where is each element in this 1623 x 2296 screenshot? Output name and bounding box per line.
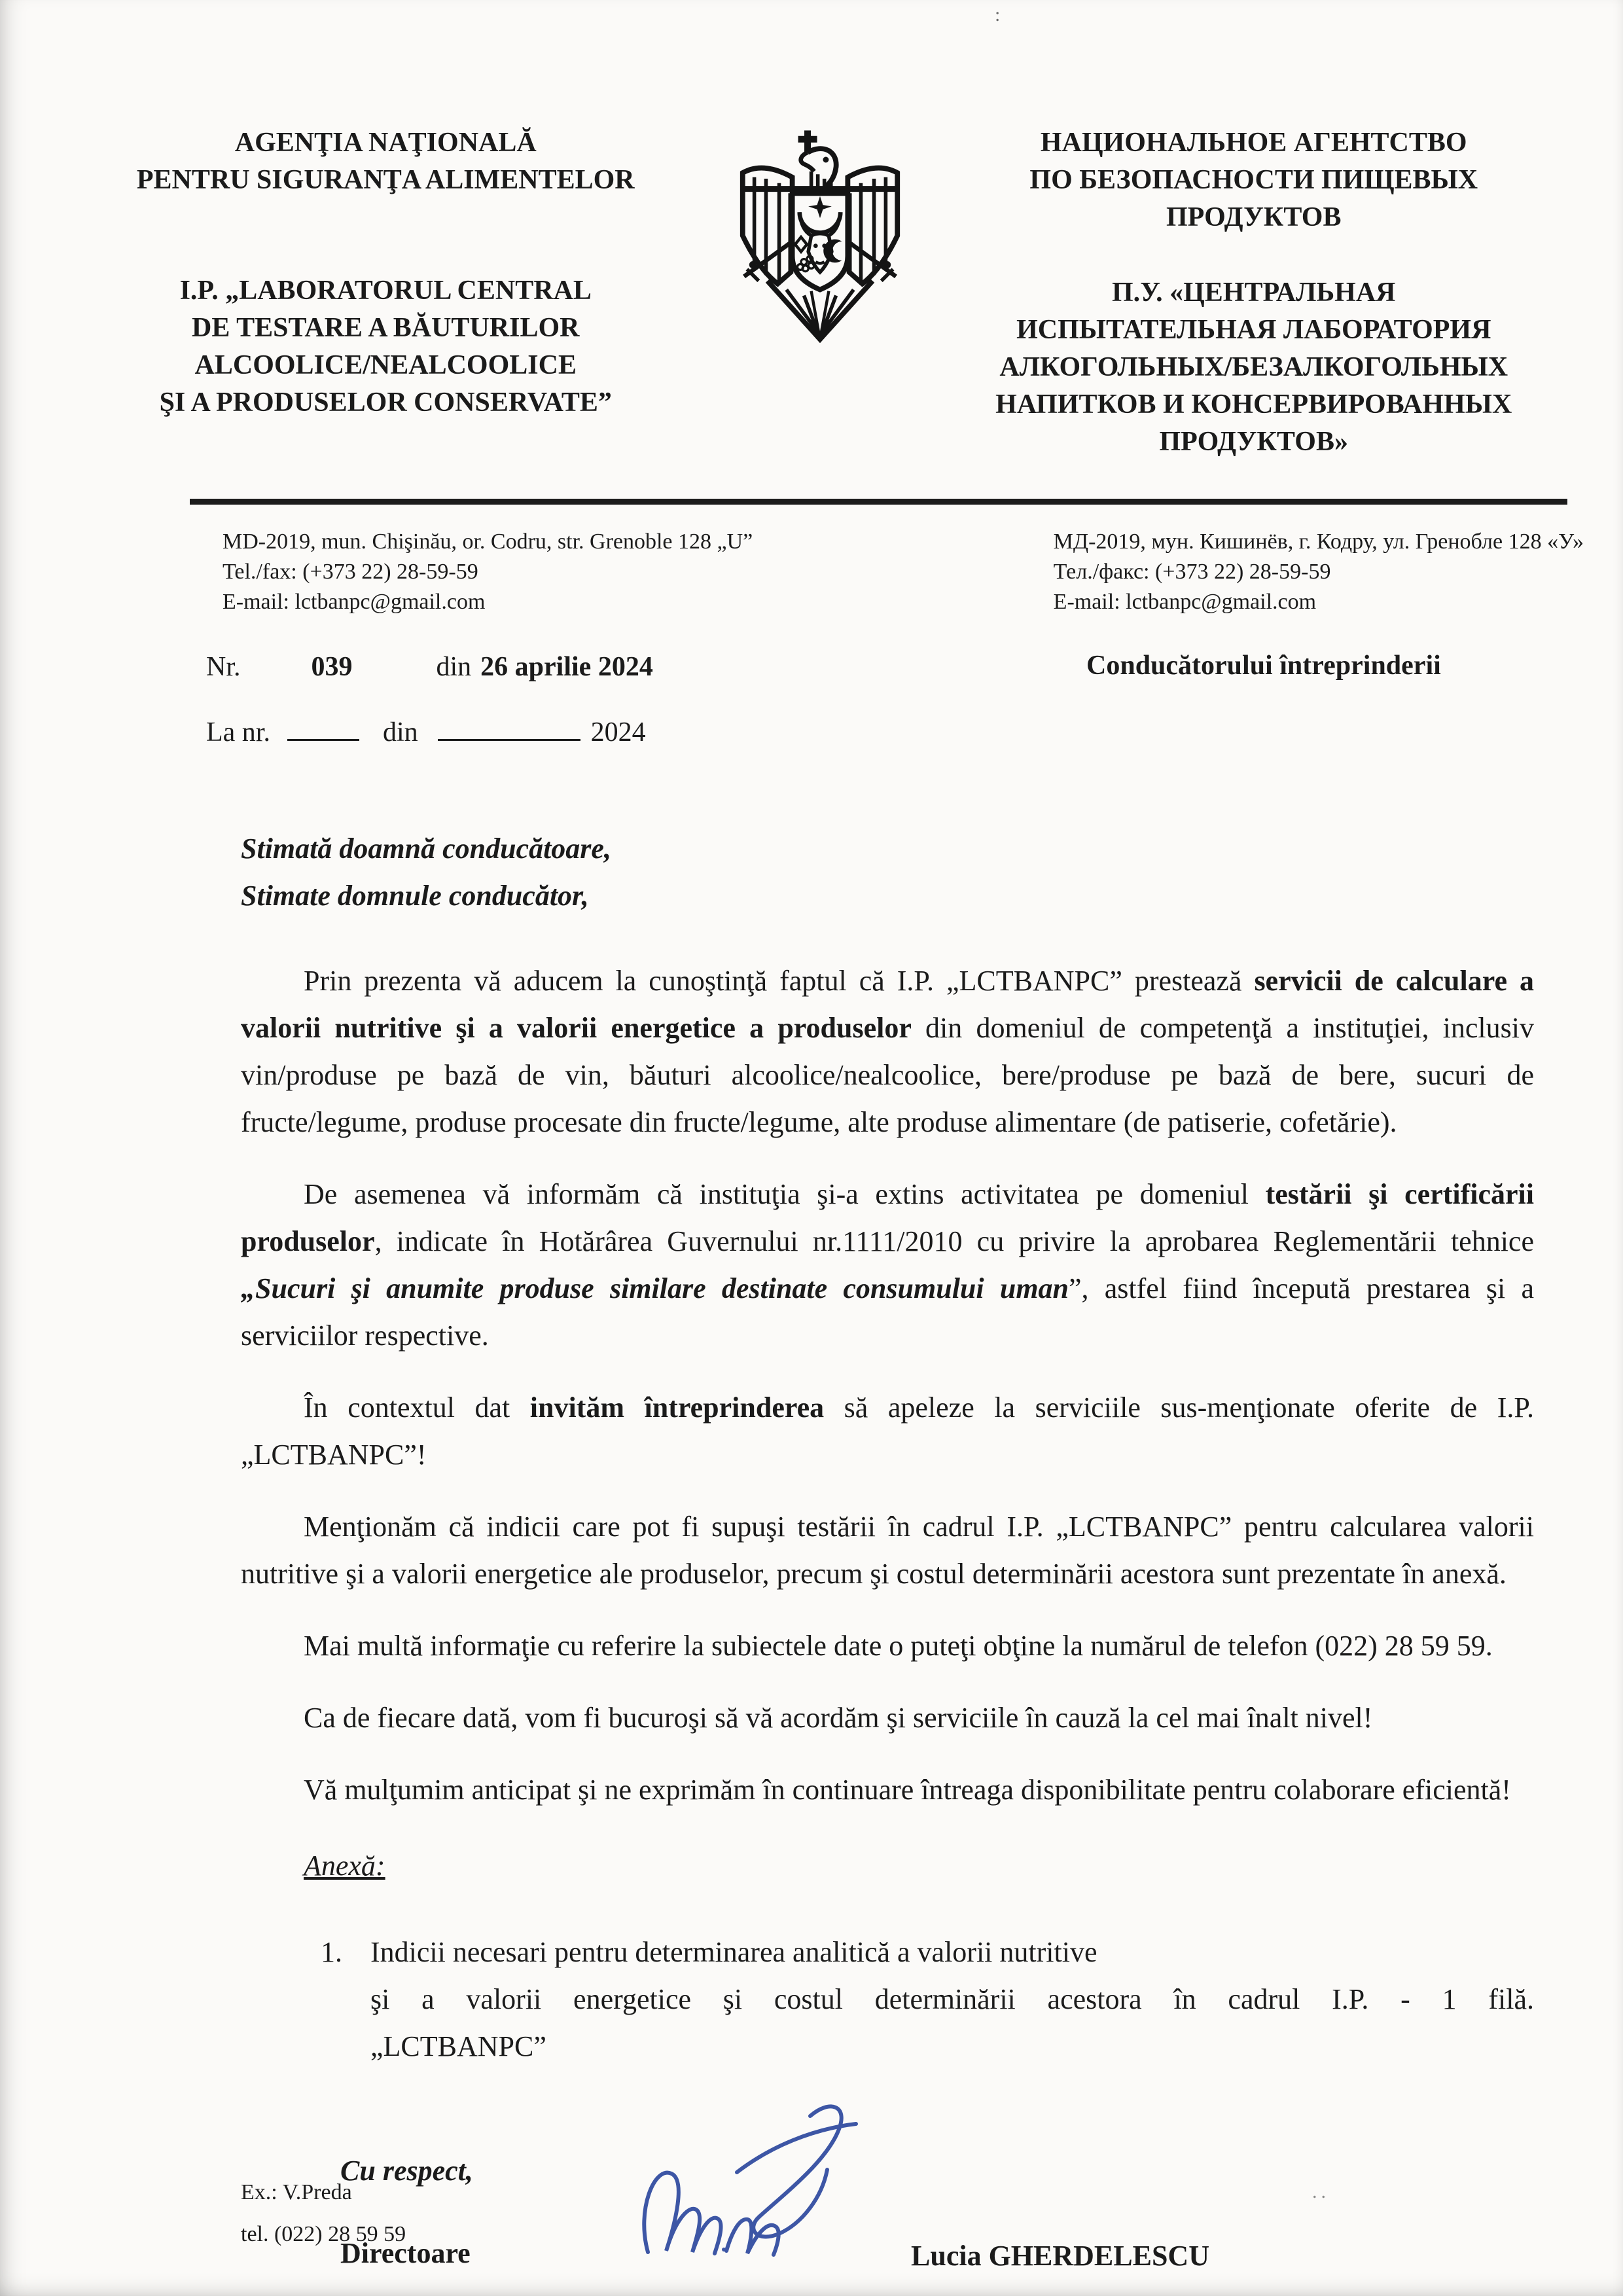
- text-line: Stimată doamnă conducătoare,: [241, 833, 611, 865]
- signer-name: Lucia GHERDELESCU: [911, 2240, 1209, 2272]
- text-run: Prin prezenta vă aducem la cunoştinţă faptul că I.P. „LCTBANPC” prestează: [304, 965, 1255, 997]
- text-line: МД-2019, мун. Кишинёв, г. Кодру, ул. Гренобле 128 «У»: [1053, 529, 1584, 554]
- lab-name-ro: [62, 272, 709, 422]
- text-run: testării şi certificării produselor: [241, 1178, 1534, 1257]
- handwritten-signature-icon: [602, 2089, 910, 2285]
- text-line: Stimate domnule conducător,: [241, 880, 589, 912]
- din2-label: din: [382, 717, 418, 747]
- annex-text-line: Indicii necesari pentru determinarea analitică a valorii nutritive: [370, 1936, 1097, 1968]
- paragraph: [241, 1503, 1534, 1598]
- text-line: Ex.: V.Preda: [241, 2180, 352, 2204]
- text-line: PENTRU SIGURANŢA ALIMENTELOR: [136, 165, 635, 195]
- annex-text-line: şi a valorii energetice şi costul determinării acestora în cadrul I.P. - 1 filă.: [370, 1983, 1534, 2015]
- text-run: , indicate în Hotărârea Guvernului nr.1111/2010 cu privire la aprobarea Reglementării tehnice: [374, 1225, 1534, 1257]
- text-run: Vă mulţumim anticipat şi ne exprimăm în continuare întreaga disponibilitate pentru colaborare eficientă!: [304, 1774, 1511, 1806]
- moldova-coat-of-arms-icon: [725, 126, 915, 346]
- lab-name-ru: [931, 274, 1578, 461]
- agency-name-ro: [62, 124, 709, 199]
- blank-field-date: [438, 717, 580, 741]
- text-line: tel. (022) 28 59 59: [241, 2222, 406, 2246]
- scan-artifact-bottom: ..: [1312, 2181, 1330, 2202]
- paragraphs-container: [241, 958, 1534, 1814]
- letterhead: [0, 0, 1623, 461]
- text-line: НАЦИОНАЛЬНОЕ АГЕНТСТВО: [1040, 128, 1467, 158]
- org-left-romanian: [62, 124, 709, 461]
- text-run: invităm întreprinderea: [529, 1391, 825, 1424]
- annex-item-text: [370, 1929, 1534, 2070]
- text-line: АЛКОГОЛЬНЫХ/БЕЗАЛКОГОЛЬНЫХ: [999, 352, 1508, 382]
- emblem-container: [719, 124, 921, 461]
- paragraph: [241, 1623, 1534, 1670]
- text-line: AGENŢIA NAŢIONALĂ: [234, 128, 537, 158]
- contact-right: [1054, 527, 1584, 617]
- header-divider: [190, 499, 1567, 505]
- text-run: De asemenea vă informăm că instituţia şi-a extins activitatea pe domeniul: [304, 1178, 1266, 1210]
- text-run: servicii de calculare a valorii nutritive şi a valorii energetice a produselor: [241, 965, 1534, 1044]
- nr-value: 039: [311, 652, 353, 682]
- text-run: În contextul dat: [304, 1391, 530, 1424]
- text-line: MD-2019, mun. Chişinău, or. Codru, str. Grenoble 128 „U”: [223, 529, 753, 554]
- text-line: ПРОДУКТОВ»: [1159, 427, 1348, 457]
- org-right-russian: [931, 124, 1578, 461]
- text-line: П.У. «ЦЕНТРАЛЬНАЯ: [1111, 278, 1396, 308]
- text-line: ŞI A PRODUSELOR CONSERVATE”: [159, 387, 612, 418]
- paragraph: [241, 958, 1534, 1146]
- paragraph: [241, 1767, 1534, 1814]
- text-run: Ca de fiecare dată, vom fi bucuroşi să vă acordăm şi serviciile în cauză la cel mai înalt nivel!: [304, 1702, 1373, 1734]
- text-line: ALCOOLICE/NEALCOOLICE: [194, 350, 577, 380]
- text-run: ”, astfel fiind începută prestarea şi a serviciilor respective.: [241, 1272, 1534, 1352]
- text-line: ПО БЕЗОПАСНОСТИ ПИЩЕВЫХ: [1029, 165, 1478, 195]
- nr-label: Nr.: [206, 652, 241, 682]
- reference-row-in: [206, 717, 1623, 748]
- letter-date: 26 aprilie 2024: [480, 652, 653, 682]
- text-line: ИСПЫТАТЕЛЬНАЯ ЛАБОРАТОРИЯ: [1016, 315, 1491, 345]
- year-label: 2024: [590, 717, 646, 747]
- reference-section: [0, 617, 1623, 748]
- contact-section: [0, 505, 1623, 617]
- text-line: Tel./fax: (+373 22) 28-59-59: [223, 560, 478, 584]
- text-run: Menţionăm că indicii care pot fi supuşi testării în cadrul I.P. „LCTBANPC” pentru calcularea valorii nutritive şi a valorii energetice ale produselor, precum şi costul determinării acestora sunt prezentate în anexă.: [241, 1511, 1534, 1590]
- paragraph: [241, 1384, 1534, 1479]
- text-line: НАПИТКОВ И КОНСЕРВИРОВАННЫХ: [995, 389, 1512, 420]
- contact-left: [223, 527, 753, 617]
- din-label: din: [436, 652, 472, 682]
- text-run: să apeleze la serviciile sus-menţionate oferite de I.P. „LCTBANPC”!: [241, 1391, 1535, 1471]
- text-line: E-mail: lctbanpc@gmail.com: [223, 590, 486, 614]
- letter-body: [0, 748, 1623, 2070]
- text-line: DE TESTARE A BĂUTURILOR: [192, 313, 580, 343]
- text-line: ПРОДУКТОВ: [1166, 202, 1342, 232]
- annex-item-number: 1.: [321, 1936, 342, 1968]
- la-nr-label: La nr.: [206, 717, 270, 747]
- paragraph: [241, 1171, 1534, 1359]
- addressee: Conducătorului întreprinderii: [1086, 651, 1441, 681]
- paragraph: [241, 1695, 1534, 1742]
- text-run: „Sucuri şi anumite produse similare destinate consumului uman: [241, 1272, 1069, 1304]
- blank-field-nr: [287, 717, 359, 741]
- salutation: [241, 825, 1534, 920]
- annex-text-line: „LCTBANPC”: [370, 2030, 546, 2062]
- text-line: I.P. „LABORATORUL CENTRAL: [179, 276, 592, 306]
- text-run: Mai multă informaţie cu referire la subiectele date o puteţi obţine la numărul de telefon (022) 28 59 59.: [304, 1630, 1493, 1662]
- executor-footer: [241, 2172, 406, 2255]
- scan-artifact-top: :: [995, 4, 1001, 26]
- text-line: E-mail: lctbanpc@gmail.com: [1053, 590, 1317, 614]
- text-run: din domeniul de competenţă a instituţiei, inclusiv vin/produse pe bază de vin, băuturi alcoolice/nealcoolice, bere/produse pe bază de bere, sucuri de fructe/legume, produse procesate din fructe/legume, alte produse alimentare (de patiserie, cofetărie).: [241, 1012, 1534, 1138]
- text-line: Тел./факс: (+373 22) 28-59-59: [1053, 560, 1331, 584]
- agency-name-ru: [931, 124, 1578, 236]
- signer-title: Directoare: [340, 2237, 471, 2269]
- closing-respect: Cu respect,: [340, 2155, 473, 2187]
- annex-heading: Anexă:: [304, 1850, 385, 1882]
- annex-list-item: [321, 1929, 1534, 2070]
